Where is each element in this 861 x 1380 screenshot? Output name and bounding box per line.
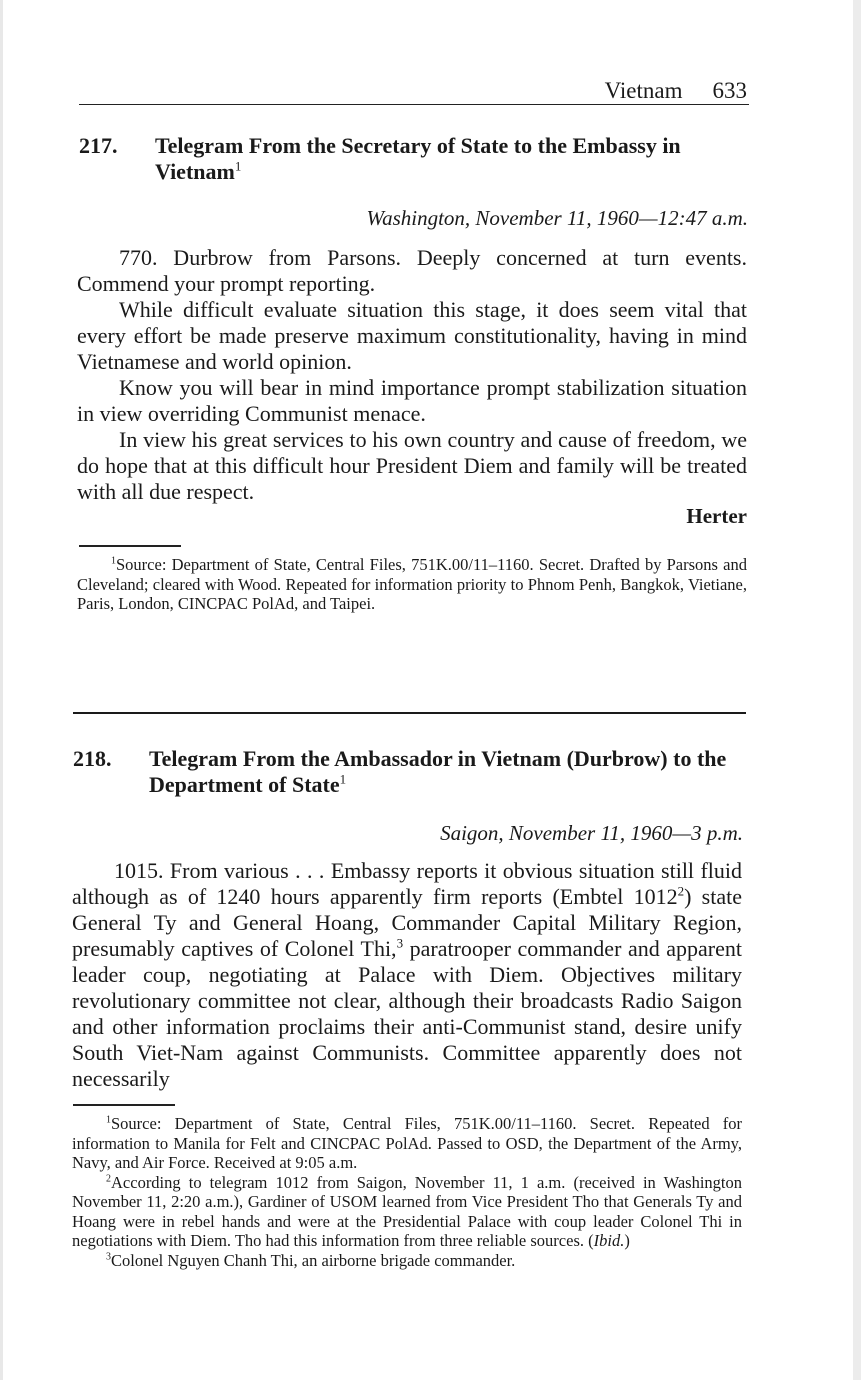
footnote-mark: 3 <box>106 1251 111 1262</box>
doc-217-paragraph: In view his great services to his own country and cause of freedom, we do hope that at this difficult hour President Diem and family will be treated with all due respect. <box>77 427 747 504</box>
doc-217-paragraph: While difficult evaluate situation this stage, it does seem vital that every effort be made preserve maximum constitutionality, having in mind Vietnamese and world opinion. <box>77 297 747 374</box>
doc-218-title-text: Telegram From the Ambassador in Vietnam (Durbrow) to the Department of State <box>149 746 727 797</box>
running-head <box>79 78 749 105</box>
doc-217-footnote-rule <box>79 545 181 547</box>
footnote-ibid: Ibid. <box>593 1231 625 1250</box>
footnote-ref-3: 3 <box>396 935 404 951</box>
body-text-segment: 1015. From various . . . Embassy reports it obvious situation still fluid although as of 1240 hours apparently firm reports (Embtel 1012 <box>72 858 742 909</box>
page-edge-left <box>0 0 3 1380</box>
doc-217-title-text: Telegram From the Secretary of State to the Embassy in Vietnam <box>155 133 681 184</box>
footnote-text: Colonel Nguyen Chanh Thi, an airborne brigade commander. <box>111 1250 516 1270</box>
doc-217-paragraph: 770. Durbrow from Parsons. Deeply concerned at turn events. Commend your prompt reporting. <box>77 245 747 296</box>
doc-217-footnote-1 <box>77 555 747 614</box>
doc-217-number: 217. <box>79 133 118 158</box>
doc-218-dateline: Saigon, November 11, 1960—3 p.m. <box>440 821 743 845</box>
page-number: 633 <box>712 78 747 103</box>
footnote-text: Source: Department of State, Central Files, 751K.00/11–1160. Secret. Repeated for information to Manila for Felt and CINCPAC PolAd. Passed to OSD, the Department of the Army, Navy, and Air Force. Received at 9:05 a.m. <box>72 1114 742 1172</box>
doc-218-title-footnote-ref: 1 <box>339 771 347 787</box>
doc-218-footnote-2 <box>72 1173 742 1251</box>
doc-217-body <box>77 245 747 505</box>
doc-218-title <box>149 746 749 798</box>
footnote-ref-2: 2 <box>677 883 685 899</box>
footnote-text: According to telegram 1012 from Saigon, November 11, 1 a.m. (received in Washington November 11, 2:20 a.m.), Gardiner of USOM learned from Vice President Tho that Generals Ty and Hoang were in rebel hands and were at the Presidential Palace with coup leader Colonel Thi in negotiations with Diem. Tho had this information from three reliable sources. ( <box>72 1172 742 1250</box>
section-divider <box>73 712 746 714</box>
doc-217-footnotes <box>77 555 747 614</box>
footnote-mark: 1 <box>106 1114 111 1126</box>
running-head-title: Vietnam <box>604 78 683 103</box>
doc-218-paragraph <box>72 858 742 1092</box>
doc-217-title <box>155 133 755 185</box>
footnote-text: ) <box>624 1231 630 1250</box>
doc-218-footnote-1 <box>72 1114 742 1173</box>
doc-218-body <box>72 858 742 1092</box>
doc-217-paragraph: Know you will bear in mind importance prompt stabilization situation in view overriding Communist menace. <box>77 375 747 426</box>
doc-217-title-footnote-ref: 1 <box>234 158 242 174</box>
doc-217-signature: Herter <box>686 504 747 528</box>
footnote-mark: 1 <box>111 555 116 567</box>
doc-218-footnotes <box>72 1114 742 1270</box>
doc-218-footnote-rule <box>73 1104 175 1106</box>
doc-217-dateline: Washington, November 11, 1960—12:47 a.m. <box>366 206 748 230</box>
doc-218-number: 218. <box>73 746 112 771</box>
doc-218-footnote-3 <box>72 1251 742 1271</box>
page-edge-right <box>853 0 861 1380</box>
body-text-segment: ) state General Ty and General Hoang, Commander Capital Military Region, presumably captives of Colonel Thi, <box>72 884 742 961</box>
body-text-segment: paratrooper commander and apparent leader coup, negotiating at Palace with Diem. Objectives military revolutionary committee not clear, although their broadcasts Radio Saigon and other information proclaims their anti-Communist stand, desire unify South Viet-Nam against Communists. Committee apparently does not necessarily <box>72 936 742 1091</box>
footnote-mark: 2 <box>106 1173 111 1184</box>
footnote-text: Source: Department of State, Central Files, 751K.00/11–1160. Secret. Drafted by Parsons and Cleveland; cleared with Wood. Repeated for information priority to Phnom Penh, Bangkok, Vietiane, Paris, London, CINCPAC PolAd, and Taipei. <box>77 555 747 613</box>
